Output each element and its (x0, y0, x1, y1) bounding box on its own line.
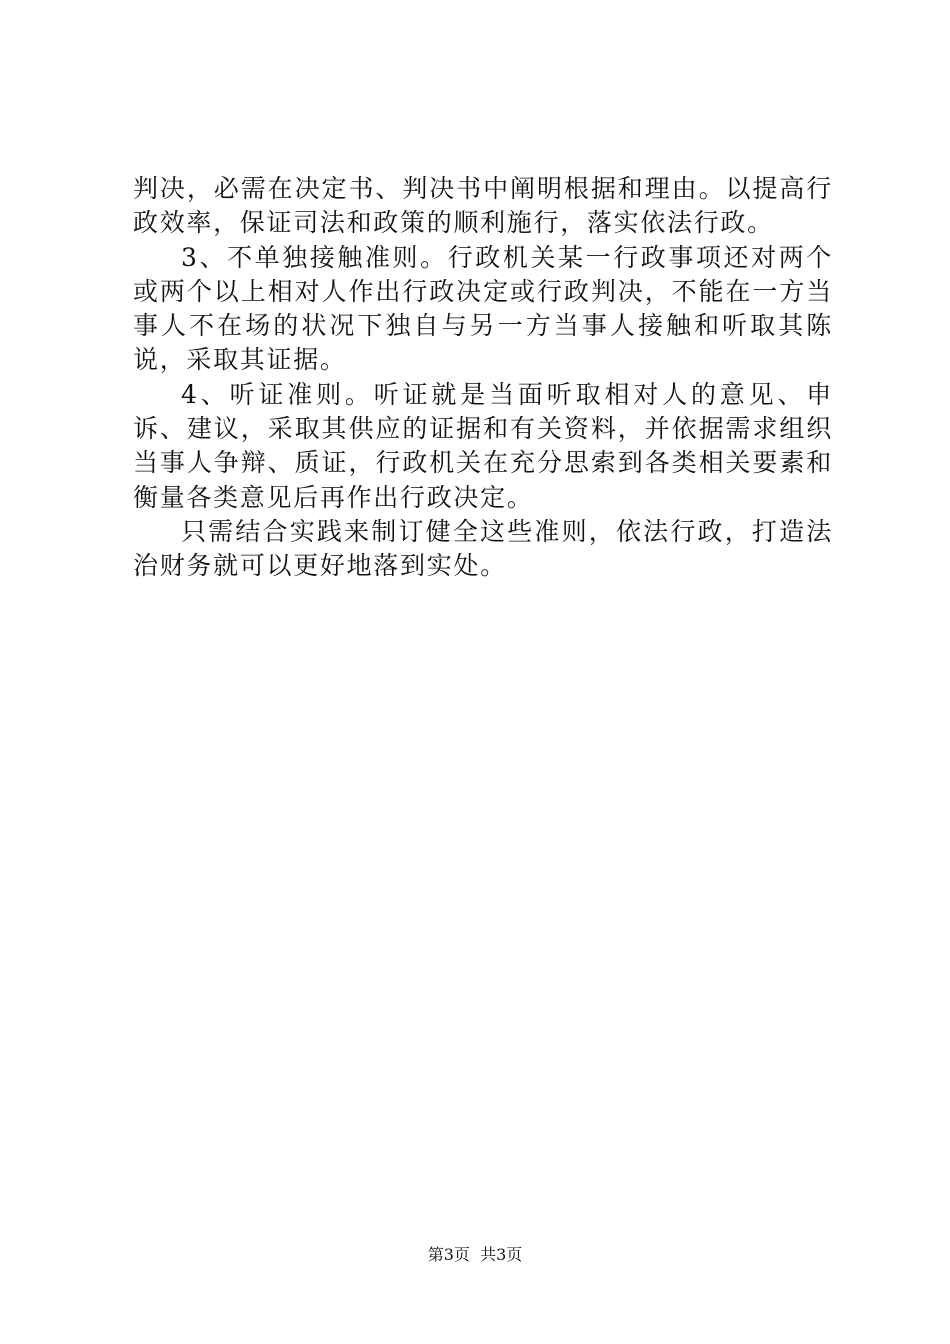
document-body (133, 172, 833, 584)
page-number-label: 第3页 共3页 (427, 1245, 523, 1264)
paragraph-rule-4: 4、听证准则。听证就是当面听取相对人的意见、申诉、建议，采取其供应的证据和有关资料，并依据需求组织当事人争辩、质证，行政机关在充分思索到各类相关要素和衡量各类意见后再作出行政决定。 (133, 379, 833, 512)
paragraph-rule-3: 3、不单独接触准则。行政机关某一行政事项还对两个或两个以上相对人作出行政决定或行政判决，不能在一方当事人不在场的状况下独自与另一方当事人接触和听取其陈说，采取其证据。 (133, 242, 833, 375)
paragraph-continuation: 判决，必需在决定书、判决书中阐明根据和理由。以提高行政效率，保证司法和政策的顺利施行，落实依法行政。 (133, 174, 833, 238)
paragraph-conclusion: 只需结合实践来制订健全这些准则，依法行政，打造法治财务就可以更好地落到实处。 (133, 516, 833, 581)
page-footer (0, 1245, 950, 1265)
